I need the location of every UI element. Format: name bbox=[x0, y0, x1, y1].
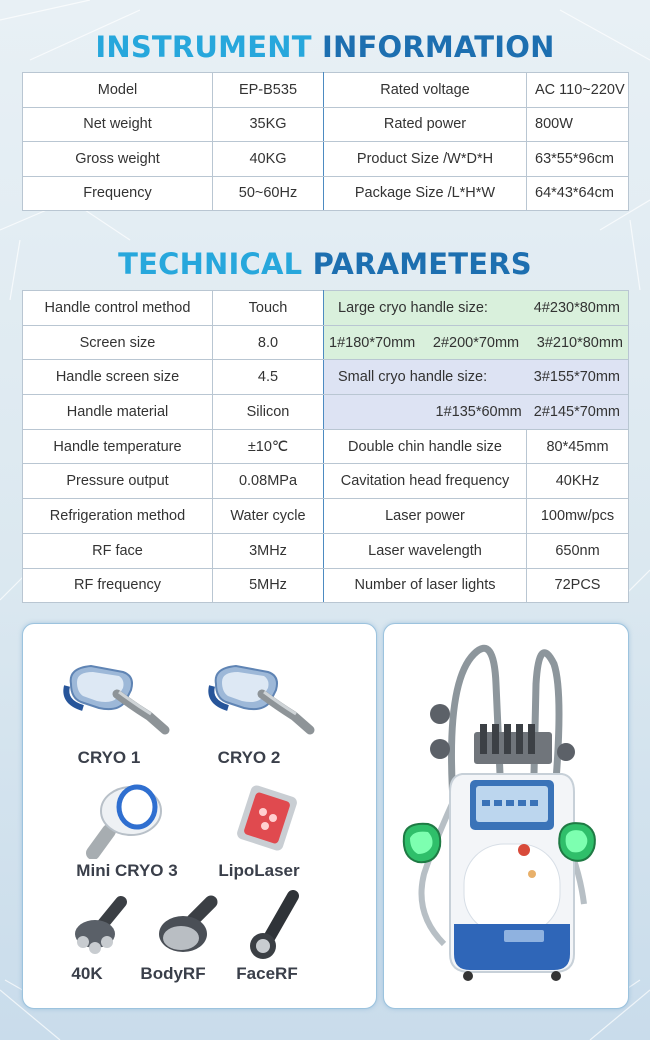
cryo-handle-icon bbox=[198, 646, 318, 736]
large-cryo-row bbox=[324, 291, 629, 326]
cavitation-head-icon bbox=[67, 894, 137, 964]
spec-name: Model bbox=[23, 73, 213, 108]
technical-row bbox=[23, 499, 629, 534]
small-cryo-row bbox=[324, 360, 629, 395]
param-value: Water cycle bbox=[213, 499, 324, 534]
spec-name: Frequency bbox=[23, 176, 213, 211]
mini-cryo3-label: Mini CRYO 3 bbox=[76, 861, 178, 880]
large-cryo-sizes-row bbox=[324, 325, 629, 360]
facerf-label: FaceRF bbox=[236, 964, 298, 983]
technical-params-table bbox=[22, 290, 629, 603]
large-cryo-size-4: 4#230*80mm bbox=[533, 299, 621, 316]
spec-value: AC 110~220V bbox=[527, 73, 629, 108]
spec-value: EP-B535 bbox=[213, 73, 324, 108]
technical-row bbox=[23, 533, 629, 568]
technical-row bbox=[23, 568, 629, 603]
param-name: Laser power bbox=[324, 499, 527, 534]
param-value: 80*45mm bbox=[527, 429, 629, 464]
cryo1-label: CRYO 1 bbox=[77, 748, 141, 767]
small-cryo-sizes-row bbox=[324, 395, 629, 430]
spec-name: Rated voltage bbox=[324, 73, 527, 108]
technical-row bbox=[23, 429, 629, 464]
cavitation-40k-head-image bbox=[67, 894, 137, 964]
param-name: Pressure output bbox=[23, 464, 213, 499]
param-name: Handle material bbox=[23, 395, 213, 430]
param-name: Handle control method bbox=[23, 291, 213, 326]
cryo2-label: CRYO 2 bbox=[217, 748, 281, 767]
lipolaser-pad-icon bbox=[233, 784, 303, 854]
spec-value: 64*43*64cm bbox=[527, 176, 629, 211]
spec-name: Gross weight bbox=[23, 142, 213, 177]
cryolipolysis-machine-image bbox=[384, 624, 628, 1008]
param-name: RF face bbox=[23, 533, 213, 568]
mini-cryo3-handle-image bbox=[83, 779, 173, 859]
spec-name: Product Size /W*D*H bbox=[324, 142, 527, 177]
small-cryo-size-1: 1#135*60mm bbox=[435, 403, 522, 420]
small-cryo-size-3: 3#155*70mm bbox=[533, 369, 621, 386]
param-value: 8.0 bbox=[213, 325, 324, 360]
cryo2-handle-image bbox=[198, 646, 318, 736]
instrument-row bbox=[23, 176, 629, 211]
param-value: 4.5 bbox=[213, 360, 324, 395]
instrument-row bbox=[23, 142, 629, 177]
technical-title-word1: TECHNICAL bbox=[118, 247, 303, 281]
param-value: ±10℃ bbox=[213, 429, 324, 464]
lipolaser-label: LipoLaser bbox=[218, 861, 300, 880]
param-value: Silicon bbox=[213, 395, 324, 430]
large-cryo-label: Large cryo handle size: bbox=[338, 299, 488, 316]
face-rf-head-image bbox=[243, 890, 303, 962]
param-name: Laser wavelength bbox=[324, 533, 527, 568]
technical-title-word2: PARAMETERS bbox=[312, 247, 532, 281]
param-name: Screen size bbox=[23, 325, 213, 360]
spec-value: 35KG bbox=[213, 107, 324, 142]
technical-title bbox=[0, 247, 650, 281]
body-rf-head-icon bbox=[153, 892, 223, 962]
large-cryo-size-3: 3#210*80mm bbox=[536, 334, 623, 351]
spec-name: Net weight bbox=[23, 107, 213, 142]
technical-row bbox=[23, 464, 629, 499]
spec-name: Package Size /L*H*W bbox=[324, 176, 527, 211]
param-name: Double chin handle size bbox=[324, 429, 527, 464]
cryo1-handle-image bbox=[53, 646, 173, 736]
param-value: 40KHz bbox=[527, 464, 629, 499]
spec-value: 800W bbox=[527, 107, 629, 142]
small-cryo-size-2: 2#145*70mm bbox=[533, 403, 621, 420]
param-value: 72PCS bbox=[527, 568, 629, 603]
k40-label: 40K bbox=[71, 964, 103, 983]
spec-name: Rated power bbox=[324, 107, 527, 142]
param-name: Refrigeration method bbox=[23, 499, 213, 534]
large-cryo-size-2: 2#200*70mm bbox=[432, 334, 520, 351]
param-name: Cavitation head frequency bbox=[324, 464, 527, 499]
small-cryo-label: Small cryo handle size: bbox=[338, 369, 488, 386]
instrument-title-word1: INSTRUMENT bbox=[95, 30, 312, 64]
large-cryo-size-1: 1#180*70mm bbox=[329, 334, 416, 351]
param-value: 100mw/pcs bbox=[527, 499, 629, 534]
param-name: Handle temperature bbox=[23, 429, 213, 464]
spec-value: 40KG bbox=[213, 142, 324, 177]
param-value: 650nm bbox=[527, 533, 629, 568]
spec-value: 63*55*96cm bbox=[527, 142, 629, 177]
lipolaser-pad-image bbox=[233, 784, 303, 854]
instrument-row bbox=[23, 107, 629, 142]
instrument-row bbox=[23, 73, 629, 108]
spec-value: 50~60Hz bbox=[213, 176, 324, 211]
handles-panel bbox=[22, 623, 377, 1009]
param-name: Number of laser lights bbox=[324, 568, 527, 603]
param-name: Handle screen size bbox=[23, 360, 213, 395]
param-value: Touch bbox=[213, 291, 324, 326]
param-value: 5MHz bbox=[213, 568, 324, 603]
face-rf-head-icon bbox=[243, 890, 303, 962]
cryo-handle-icon bbox=[53, 646, 173, 736]
bodyrf-label: BodyRF bbox=[140, 964, 206, 983]
instrument-info-table bbox=[22, 72, 629, 211]
param-value: 3MHz bbox=[213, 533, 324, 568]
instrument-title-word2: INFORMATION bbox=[322, 30, 555, 64]
machine-panel bbox=[383, 623, 629, 1009]
param-value: 0.08MPa bbox=[213, 464, 324, 499]
param-name: RF frequency bbox=[23, 568, 213, 603]
body-rf-head-image bbox=[153, 892, 223, 962]
mini-cryo-handle-icon bbox=[83, 779, 173, 859]
instrument-title bbox=[0, 30, 650, 64]
